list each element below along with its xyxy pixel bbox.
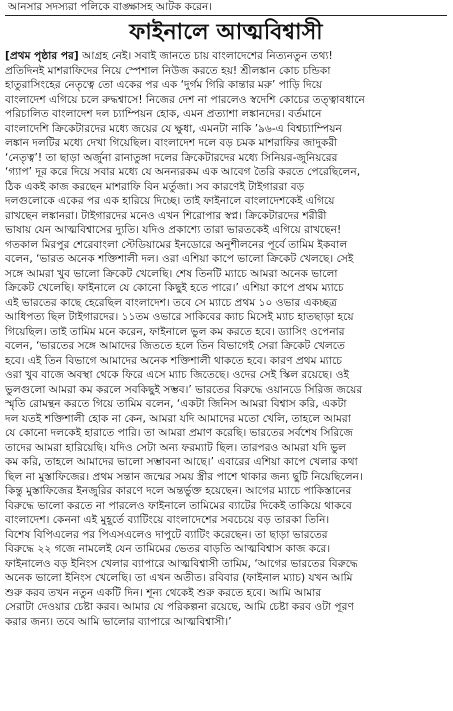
- article-line: যে কোনো দলকেই হারাতে পারি। তা আমরা প্রমাণ করেছি। ভারতের সর্বশেষ সিরিজে: [5, 427, 354, 439]
- article-line: সঙ্গে আমরা খুব ভালো ক্রিকেট খেলেছি। শেষ তিনটি ম্যাচে আমরা অনেক ভালো: [5, 267, 338, 280]
- article-line: ক্রিকেট খেলেছি। ফাইনালে যে কোনো কিছুই হতে পারে।’ এশিয়া কাপে প্রথম ম্যাচে: [5, 282, 344, 294]
- article-lead-tag: [প্রথম পৃষ্ঠার পর]: [5, 50, 79, 62]
- article-line: ওরা খুব বাজে অবস্থা থেকে ফিরে এসে ম্যাচ জিতেছে। ওদের সেই স্কিল রয়েছে। ওই: [5, 369, 350, 381]
- article-line: তাদের আমরা হারিয়েছি। যদিও সেটা অন্য ফরম্যাট ছিল। তারপরও আমরা যদি ভুল: [5, 441, 347, 454]
- article-line: হবে। এই তিন বিভাগে আমাদের অনেক শক্তিশালী থাকতে হবে। কারণ প্রথম ম্যাচে: [5, 354, 342, 367]
- previous-article-tail: আনসার সদস্যরা পলিকে বাঙ্ক্ষাসহ আটক করেন।: [5, 0, 447, 16]
- article-line: হাতুরাসিংহের নেতৃত্বে তো একের পর এক ‘দুর্গম গিরি কান্তার মরু’ পাড়ি দিয়ে: [5, 79, 323, 91]
- article-line: পরিচালিত বাংলাদেশ দল চ্যাম্পিয়ন হোক, এমন প্রত্যাশা লঙ্কানদের। বর্তমানে: [5, 108, 322, 120]
- article-line: স্মৃতি রোমন্থন করতে গিয়ে তামিম বলেন, ‘একটা জিনিস আমরা বিশ্বাস করি, একটা: [5, 398, 347, 410]
- article-line: আধিপত্য ছিল টাইগারদের। ১১তম ওভারে সাকিবের ক্যাচ মিসেই ম্যাচ হাতছাড়া হয়ে: [5, 311, 354, 323]
- article-line: ‘নেতৃত্ব’! তা ছাড়া অর্জুনা রানাতুঙ্গা দলের ক্রিকেটারদের মধ্যে সিনিয়র-জুনিয়রের: [5, 151, 338, 164]
- article-lines: [5, 64, 447, 630]
- article-line: রাখছেন লঙ্কানরা। টাইগারদের মনেও এখন শিরোপার স্বপ্ন। ক্রিকেটারদের শরীরী: [5, 209, 327, 222]
- article-line: করার জন্য। তবে আমি ভালোর ব্যাপারে আত্মবিশ্বাসী।’: [5, 615, 232, 628]
- article-line: কিন্তু মুস্তাফিজের ইনজুরির কারণে দলে অন্তর্ভুক্ত হয়েছেন। আগের ম্যাচে পাকিস্তানের: [5, 485, 352, 497]
- article-line: প্রতিদিনই মাশরাফিদের নিয়ে স্পেশাল নিউজ করতে হয়! শ্রীলঙ্কান কোচ চন্ডিকা: [5, 64, 331, 77]
- article-line: ভাষায় যেন আত্মবিশ্বাসের দ্যুতি। যদিও প্রকাশ্যে তারা ভারতকেই এগিয়ে রাখছেন!: [5, 224, 342, 236]
- article-line: ‘গ্যাপ’ দূর করে দিয়ে সবার মধ্যে যে অনন্যরকম এক আবেগ তৈরি করতে পেরেছিলেন,: [5, 166, 361, 178]
- article-line: বাংলাদেশ। কেননা এই মুহূর্তে ব্যাটিংয়ে বাংলাদেশের সবচেয়ে বড় তারকা তিনি।: [5, 514, 330, 526]
- article-line: শুরু করব তখন নতুন একটি দিন। শূন্য থেকেই শুরু করতে হবে। আমি আমার: [5, 586, 322, 599]
- article-line: বাংলাদেশি ক্রিকেটারদের মধ্যে জয়ের যে ক্ষুধা, এমনটা নাকি ’৯৬-এ বিশ্বচ্যাম্পিয়ন: [5, 122, 342, 135]
- article-line: বলেন, ‘ভারত অনেক শক্তিশালী দল। ওরা এশিয়া কাপে ভালো ক্রিকেট খেলছে। সেই: [5, 253, 354, 265]
- article-line: সেরাটা দেওয়ার চেষ্টা করব। আমার যে পরিকল্পনা রয়েছে, আমি চেষ্টা করব ওটা পূরণ: [5, 601, 354, 613]
- article-line: ভুলগুলো আমরা কম করলে সবকিছুই সম্ভব।’ ভারতের বিরুদ্ধে ওয়ানডে সিরিজ জয়ের: [5, 383, 363, 396]
- article-first-line-text: আগ্রহ নেই। সবাই জানতে চায় বাংলাদেশের নিত্যনতুন তথ্য!: [78, 50, 333, 62]
- article-line: ফাইনালেও বড় ইনিংস খেলার ব্যাপারে আত্মবিশ্বাসী তামিম, ‘আগের ভারতের বিরুদ্ধে: [5, 557, 358, 570]
- article-line: ছিল না মুস্তাফিজের। প্রথম সন্তান জন্মের সময় স্ত্রীর পাশে থাকার জন্য ছুটি নিয়েছিলেন।: [5, 470, 363, 483]
- article-line: লঙ্কান দলটির মধ্যে দেখা গিয়েছিল। বাংলাদেশ দলে বড় চমক মাশরাফির জাদুকরী: [5, 137, 338, 149]
- headline: ফাইনালে আত্মবিশ্বাসী: [129, 20, 323, 45]
- article-line: বলেন, ‘ভারতের সঙ্গে আমাদের জিততে হলে তিন বিভাগেই সেরা ক্রিকেট খেলতে: [5, 340, 346, 352]
- article-line: গিয়েছিল। তাই তামিম মনে করেন, ফাইনালে ভুল কম করতে হবে। ড্যাসিং ওপেনার: [5, 325, 345, 338]
- article-line: কম করি, তাহলে আমাদের ভালো সম্ভাবনা আছে।’ এবারের এশিয়া কাপে খেলার কথা: [5, 456, 358, 468]
- article-body: [5, 49, 447, 629]
- article-first-line: [5, 49, 447, 64]
- article-line: এই ভারতের কাছে হেরেছিল বাংলাদেশ। তবে সে ম্যাচে প্রথম ১০ ওভার একচ্ছত্র: [5, 296, 337, 309]
- article-line: বিশেষ বিপিএলের পর পিএসএলেও দাপুটে ব্যাটিং করেছেন। তা ছাড়া ভারতের: [5, 528, 328, 541]
- article-line: অনেক ভালো ইনিংস খেলেছি। তা এখন অতীত। রবিবার (ফাইনাল ম্যাচ) যখন আমি: [5, 572, 353, 584]
- article-line: ঠিক একই কাজ করছেন মাশরাফি বিন মর্তুজা। সব কারণেই টাইগাররা বড়: [5, 180, 305, 193]
- article-line: দল যতই শক্তিশালী হোক না কেন, আমরা যদি আমাদের মতো খেলি, তাহলে আমরা: [5, 412, 351, 425]
- article-line: বিরুদ্ধে ভালো করতে না পারলেও ফাইনালে তামিমের ব্যাটের দিকেই তাকিয়ে থাকবে: [5, 499, 352, 512]
- article-line: গতকাল মিরপুর শেরেবাংলা স্টেডিয়ামের ইনডোরে অনুশীলনের পূর্বে তামিম ইকবাল: [5, 238, 348, 251]
- article-line: বাংলাদেশ এগিয়ে চলে রুদ্ধশ্বাসে! নিজের দেশ না পারলেও স্বদেশি কোচের তত্ত্বাবধানে: [5, 93, 365, 106]
- article-line: বিরুদ্ধে ২২ গজে নামলেই যেন তামিমের ভেতর বাড়তি আত্মবিশ্বাস কাজ করে।: [5, 543, 331, 555]
- article-line: দলগুলোকে একের পর এক হারিয়ে দিচ্ছে। তাই ফাইনালে বাংলাদেশকেই এগিয়ে: [5, 195, 335, 207]
